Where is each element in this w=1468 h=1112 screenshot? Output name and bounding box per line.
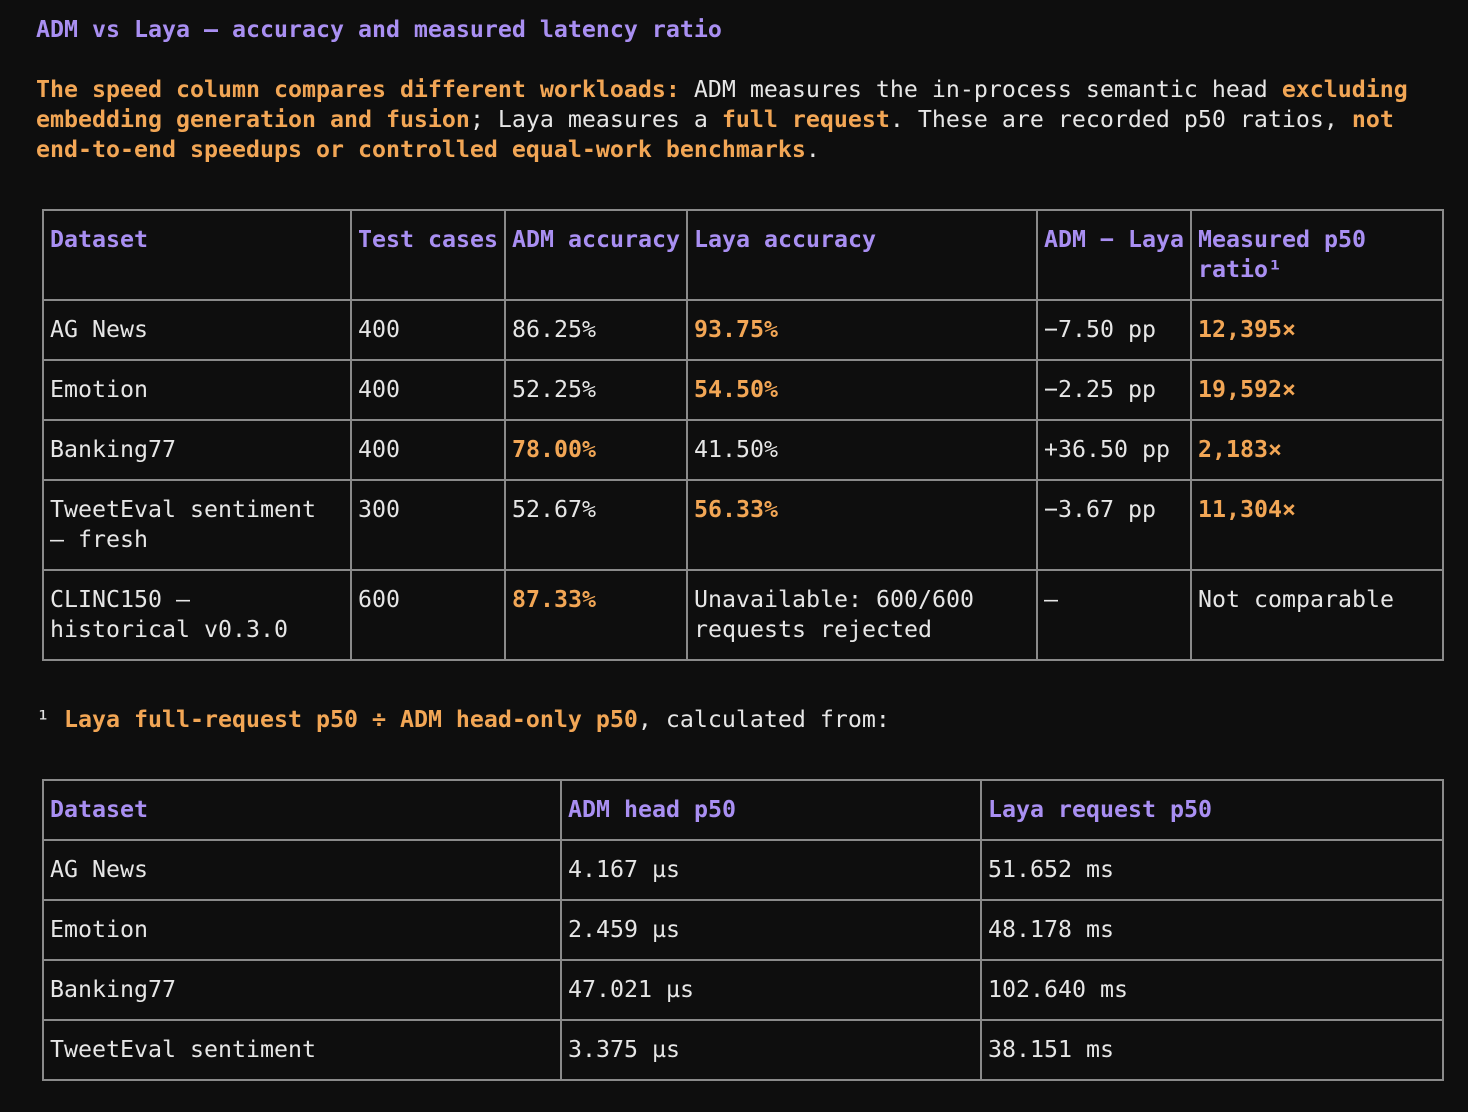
cell-adm-minus-laya: −2.25 pp	[1038, 361, 1192, 421]
speed-note	[36, 75, 1436, 165]
note-segment: not end-to-end speedups or controlled equal-work benchmarks	[36, 106, 1394, 163]
cell-dataset: AG News	[44, 301, 352, 361]
page-title: ADM vs Laya — accuracy and measured latency ratio	[36, 16, 722, 43]
cell-dataset: Emotion	[44, 901, 562, 961]
cell-adm-minus-laya: +36.50 pp	[1038, 421, 1192, 481]
footnote-segment: Laya full-request p50 ÷ ADM head-only p50	[64, 706, 638, 733]
note-segment: full request	[721, 106, 890, 133]
cell-test-cases: 300	[352, 481, 506, 571]
cell-test-cases: 400	[352, 301, 506, 361]
cell-laya-accuracy: 93.75%	[688, 301, 1038, 361]
cell-dataset: Emotion	[44, 361, 352, 421]
cell-adm-head-p50: 3.375 µs	[562, 1021, 982, 1081]
footnote	[36, 705, 1468, 735]
cell-adm-minus-laya: −3.67 pp	[1038, 481, 1192, 571]
cell-adm-minus-laya: —	[1038, 571, 1192, 661]
footnote-marker: ¹	[36, 706, 50, 733]
cell-dataset: AG News	[44, 841, 562, 901]
cell-test-cases: 400	[352, 421, 506, 481]
cell-measured-p50-ratio: Not comparable	[1192, 571, 1444, 661]
note-segment: excluding embedding generation and fusion	[36, 76, 1408, 133]
header-measured-p50-ratio: Measured p50 ratio¹	[1192, 211, 1444, 301]
note-segment: The speed column compares different workloads:	[36, 76, 680, 103]
cell-adm-head-p50: 47.021 µs	[562, 961, 982, 1021]
cell-laya-request-p50: 48.178 ms	[982, 901, 1444, 961]
cell-laya-request-p50: 38.151 ms	[982, 1021, 1444, 1081]
header-laya-request-p50: Laya request p50	[982, 781, 1444, 841]
header-laya-accuracy: Laya accuracy	[688, 211, 1038, 301]
cell-laya-accuracy: 56.33%	[688, 481, 1038, 571]
cell-dataset: TweetEval sentiment	[44, 1021, 562, 1081]
header-dataset: Dataset	[44, 211, 352, 301]
note-segment: .	[805, 136, 820, 163]
cell-laya-accuracy: 41.50%	[688, 421, 1038, 481]
cell-measured-p50-ratio: 19,592×	[1192, 361, 1444, 421]
cell-dataset: TweetEval sentiment — fresh	[44, 481, 352, 571]
cell-laya-request-p50: 51.652 ms	[982, 841, 1444, 901]
cell-adm-accuracy: 86.25%	[506, 301, 688, 361]
cell-laya-request-p50: 102.640 ms	[982, 961, 1444, 1021]
cell-dataset: Banking77	[44, 961, 562, 1021]
accuracy-table	[42, 209, 1444, 661]
note-segment: . These are recorded p50 ratios,	[889, 106, 1352, 133]
cell-adm-head-p50: 4.167 µs	[562, 841, 982, 901]
cell-laya-accuracy: 54.50%	[688, 361, 1038, 421]
note-segment: ; Laya measures a	[469, 106, 722, 133]
cell-dataset: CLINC150 — historical v0.3.0	[44, 571, 352, 661]
cell-test-cases: 600	[352, 571, 506, 661]
header-adm-head-p50: ADM head p50	[562, 781, 982, 841]
header-dataset: Dataset	[44, 781, 562, 841]
cell-measured-p50-ratio: 2,183×	[1192, 421, 1444, 481]
cell-adm-accuracy: 52.67%	[506, 481, 688, 571]
cell-adm-accuracy: 87.33%	[506, 571, 688, 661]
cell-dataset: Banking77	[44, 421, 352, 481]
cell-test-cases: 400	[352, 361, 506, 421]
cell-measured-p50-ratio: 12,395×	[1192, 301, 1444, 361]
cell-adm-accuracy: 52.25%	[506, 361, 688, 421]
footnote-segment: , calculated from:	[637, 706, 890, 733]
header-test-cases: Test cases	[352, 211, 506, 301]
header-adm-accuracy: ADM accuracy	[506, 211, 688, 301]
cell-adm-minus-laya: −7.50 pp	[1038, 301, 1192, 361]
latency-table	[42, 779, 1444, 1081]
cell-adm-accuracy: 78.00%	[506, 421, 688, 481]
note-segment: ADM measures the in-process semantic head	[679, 76, 1282, 103]
header-adm-minus-laya: ADM − Laya	[1038, 211, 1192, 301]
cell-laya-accuracy: Unavailable: 600/600 requests rejected	[688, 571, 1038, 661]
cell-measured-p50-ratio: 11,304×	[1192, 481, 1444, 571]
cell-adm-head-p50: 2.459 µs	[562, 901, 982, 961]
